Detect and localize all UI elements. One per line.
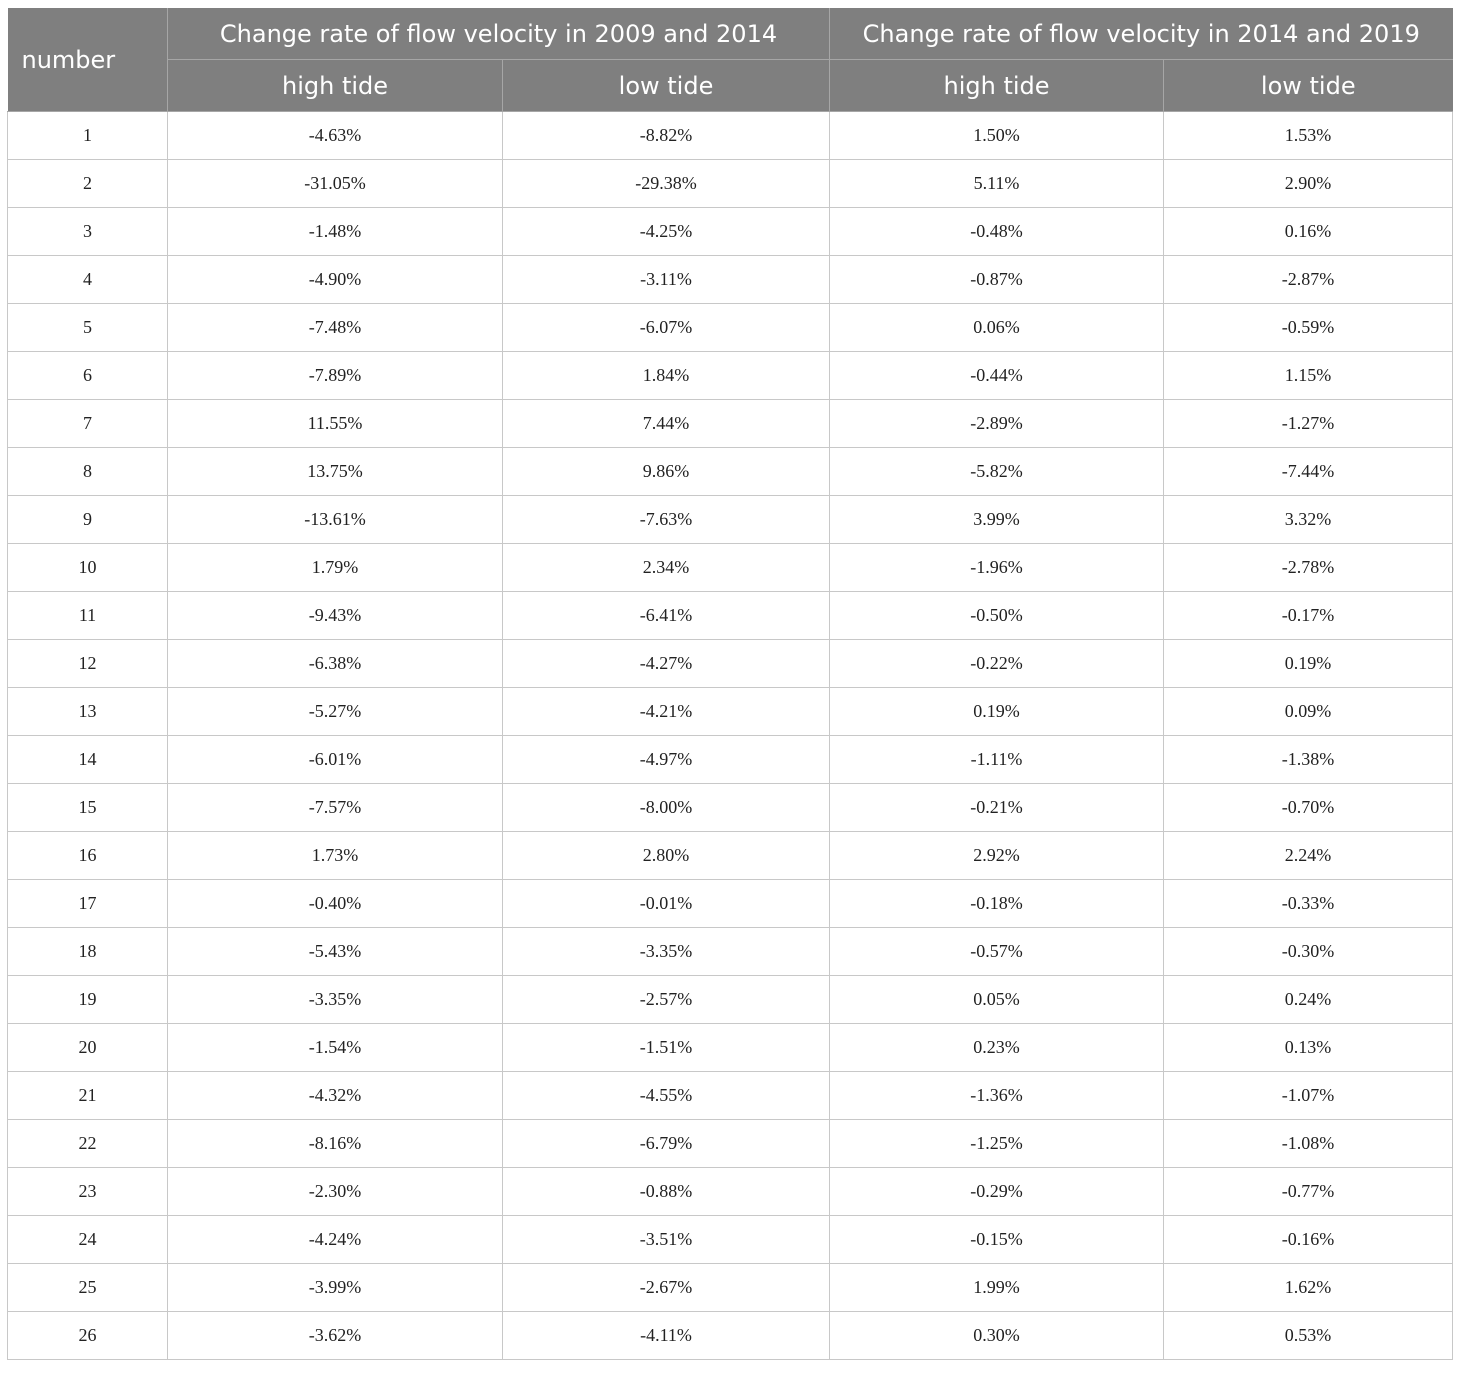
cell-number: 3: [8, 208, 168, 256]
table-row: [8, 160, 1453, 208]
cell-number: 4: [8, 256, 168, 304]
cell-high-tide-2009-2014: -4.63%: [168, 112, 503, 160]
table-row: [8, 1312, 1453, 1360]
cell-high-tide-2009-2014: -7.57%: [168, 784, 503, 832]
cell-number: 16: [8, 832, 168, 880]
cell-number: 23: [8, 1168, 168, 1216]
cell-high-tide-2014-2019: -0.48%: [830, 208, 1164, 256]
table-row: [8, 640, 1453, 688]
cell-high-tide-2009-2014: -4.32%: [168, 1072, 503, 1120]
cell-low-tide-2014-2019: 1.15%: [1164, 352, 1453, 400]
cell-high-tide-2009-2014: -6.01%: [168, 736, 503, 784]
cell-high-tide-2014-2019: -2.89%: [830, 400, 1164, 448]
header-high-tide-2014-2019: high tide: [830, 60, 1164, 112]
table-row: [8, 832, 1453, 880]
cell-low-tide-2009-2014: -3.35%: [503, 928, 830, 976]
table-row: [8, 1072, 1453, 1120]
cell-number: 7: [8, 400, 168, 448]
cell-low-tide-2009-2014: -3.11%: [503, 256, 830, 304]
cell-number: 20: [8, 1024, 168, 1072]
cell-low-tide-2014-2019: -1.27%: [1164, 400, 1453, 448]
table-row: [8, 352, 1453, 400]
cell-high-tide-2014-2019: -0.18%: [830, 880, 1164, 928]
cell-low-tide-2009-2014: -0.88%: [503, 1168, 830, 1216]
cell-low-tide-2009-2014: -29.38%: [503, 160, 830, 208]
cell-high-tide-2009-2014: -9.43%: [168, 592, 503, 640]
cell-high-tide-2014-2019: -0.22%: [830, 640, 1164, 688]
cell-high-tide-2014-2019: 0.30%: [830, 1312, 1164, 1360]
cell-high-tide-2009-2014: -2.30%: [168, 1168, 503, 1216]
cell-high-tide-2009-2014: -7.48%: [168, 304, 503, 352]
cell-high-tide-2009-2014: -3.99%: [168, 1264, 503, 1312]
cell-low-tide-2009-2014: -4.11%: [503, 1312, 830, 1360]
cell-high-tide-2009-2014: -13.61%: [168, 496, 503, 544]
cell-high-tide-2014-2019: 1.99%: [830, 1264, 1164, 1312]
cell-high-tide-2014-2019: -0.15%: [830, 1216, 1164, 1264]
header-group-2009-2014: Change rate of flow velocity in 2009 and 2014: [168, 8, 830, 60]
cell-low-tide-2014-2019: -0.30%: [1164, 928, 1453, 976]
cell-low-tide-2014-2019: -1.07%: [1164, 1072, 1453, 1120]
cell-high-tide-2009-2014: -3.35%: [168, 976, 503, 1024]
cell-low-tide-2014-2019: 1.62%: [1164, 1264, 1453, 1312]
cell-low-tide-2009-2014: -7.63%: [503, 496, 830, 544]
cell-low-tide-2014-2019: -2.87%: [1164, 256, 1453, 304]
cell-number: 8: [8, 448, 168, 496]
cell-low-tide-2009-2014: -3.51%: [503, 1216, 830, 1264]
cell-low-tide-2009-2014: -2.67%: [503, 1264, 830, 1312]
cell-low-tide-2014-2019: 1.53%: [1164, 112, 1453, 160]
cell-low-tide-2014-2019: -7.44%: [1164, 448, 1453, 496]
cell-number: 24: [8, 1216, 168, 1264]
table-row: [8, 400, 1453, 448]
table-row: [8, 1168, 1453, 1216]
cell-low-tide-2009-2014: -6.79%: [503, 1120, 830, 1168]
cell-high-tide-2009-2014: 1.73%: [168, 832, 503, 880]
table-row: [8, 688, 1453, 736]
cell-high-tide-2009-2014: 13.75%: [168, 448, 503, 496]
cell-low-tide-2014-2019: -0.33%: [1164, 880, 1453, 928]
cell-high-tide-2014-2019: 1.50%: [830, 112, 1164, 160]
cell-number: 11: [8, 592, 168, 640]
header-group-2014-2019: Change rate of flow velocity in 2014 and 2019: [830, 8, 1453, 60]
table-row: [8, 1216, 1453, 1264]
table-row: [8, 448, 1453, 496]
cell-number: 13: [8, 688, 168, 736]
cell-low-tide-2014-2019: 0.19%: [1164, 640, 1453, 688]
cell-low-tide-2009-2014: 9.86%: [503, 448, 830, 496]
cell-high-tide-2014-2019: 3.99%: [830, 496, 1164, 544]
cell-low-tide-2009-2014: 7.44%: [503, 400, 830, 448]
table-row: [8, 304, 1453, 352]
cell-low-tide-2014-2019: 0.13%: [1164, 1024, 1453, 1072]
cell-number: 10: [8, 544, 168, 592]
cell-high-tide-2009-2014: -5.43%: [168, 928, 503, 976]
table-row: [8, 1024, 1453, 1072]
cell-high-tide-2009-2014: -0.40%: [168, 880, 503, 928]
cell-high-tide-2009-2014: -1.54%: [168, 1024, 503, 1072]
cell-low-tide-2009-2014: -4.21%: [503, 688, 830, 736]
cell-low-tide-2009-2014: -0.01%: [503, 880, 830, 928]
cell-high-tide-2009-2014: 11.55%: [168, 400, 503, 448]
cell-low-tide-2014-2019: -1.08%: [1164, 1120, 1453, 1168]
cell-high-tide-2014-2019: 5.11%: [830, 160, 1164, 208]
header-high-tide-2009-2014: high tide: [168, 60, 503, 112]
cell-number: 22: [8, 1120, 168, 1168]
cell-low-tide-2009-2014: -1.51%: [503, 1024, 830, 1072]
cell-high-tide-2009-2014: -31.05%: [168, 160, 503, 208]
cell-high-tide-2014-2019: -1.25%: [830, 1120, 1164, 1168]
table-row: [8, 256, 1453, 304]
cell-high-tide-2014-2019: -0.87%: [830, 256, 1164, 304]
cell-low-tide-2014-2019: -0.17%: [1164, 592, 1453, 640]
cell-low-tide-2009-2014: -4.55%: [503, 1072, 830, 1120]
cell-high-tide-2014-2019: -0.57%: [830, 928, 1164, 976]
cell-low-tide-2009-2014: -4.25%: [503, 208, 830, 256]
table-row: [8, 928, 1453, 976]
header-sub-row: [8, 60, 1453, 112]
cell-low-tide-2014-2019: 3.32%: [1164, 496, 1453, 544]
cell-number: 2: [8, 160, 168, 208]
table-body: [8, 112, 1453, 1360]
cell-high-tide-2009-2014: -6.38%: [168, 640, 503, 688]
table-row: [8, 736, 1453, 784]
cell-high-tide-2014-2019: -5.82%: [830, 448, 1164, 496]
cell-high-tide-2009-2014: 1.79%: [168, 544, 503, 592]
cell-high-tide-2009-2014: -4.90%: [168, 256, 503, 304]
flow-velocity-change-table: [7, 8, 1453, 1360]
cell-high-tide-2009-2014: -3.62%: [168, 1312, 503, 1360]
cell-low-tide-2014-2019: -1.38%: [1164, 736, 1453, 784]
cell-high-tide-2009-2014: -1.48%: [168, 208, 503, 256]
table-row: [8, 592, 1453, 640]
cell-high-tide-2014-2019: -1.96%: [830, 544, 1164, 592]
cell-low-tide-2009-2014: -2.57%: [503, 976, 830, 1024]
cell-low-tide-2014-2019: -0.77%: [1164, 1168, 1453, 1216]
cell-number: 6: [8, 352, 168, 400]
cell-low-tide-2009-2014: 1.84%: [503, 352, 830, 400]
cell-high-tide-2014-2019: 0.06%: [830, 304, 1164, 352]
cell-number: 14: [8, 736, 168, 784]
header-group-row: [8, 8, 1453, 60]
cell-low-tide-2014-2019: -2.78%: [1164, 544, 1453, 592]
cell-low-tide-2009-2014: -6.41%: [503, 592, 830, 640]
cell-number: 1: [8, 112, 168, 160]
table-row: [8, 112, 1453, 160]
cell-number: 19: [8, 976, 168, 1024]
header-low-tide-2014-2019: low tide: [1164, 60, 1453, 112]
cell-low-tide-2014-2019: 0.09%: [1164, 688, 1453, 736]
cell-low-tide-2009-2014: -4.27%: [503, 640, 830, 688]
cell-high-tide-2014-2019: -0.50%: [830, 592, 1164, 640]
cell-number: 25: [8, 1264, 168, 1312]
cell-low-tide-2009-2014: -8.00%: [503, 784, 830, 832]
table-row: [8, 496, 1453, 544]
cell-high-tide-2014-2019: -0.29%: [830, 1168, 1164, 1216]
cell-number: 15: [8, 784, 168, 832]
cell-low-tide-2014-2019: -0.70%: [1164, 784, 1453, 832]
cell-low-tide-2009-2014: 2.80%: [503, 832, 830, 880]
cell-number: 12: [8, 640, 168, 688]
cell-high-tide-2014-2019: 0.23%: [830, 1024, 1164, 1072]
cell-low-tide-2009-2014: 2.34%: [503, 544, 830, 592]
header-number: number: [8, 8, 168, 112]
table-row: [8, 976, 1453, 1024]
cell-low-tide-2014-2019: 2.90%: [1164, 160, 1453, 208]
table-row: [8, 208, 1453, 256]
table-header: [8, 8, 1453, 112]
cell-number: 17: [8, 880, 168, 928]
cell-high-tide-2014-2019: 0.19%: [830, 688, 1164, 736]
cell-low-tide-2014-2019: 2.24%: [1164, 832, 1453, 880]
cell-high-tide-2009-2014: -7.89%: [168, 352, 503, 400]
table-row: [8, 1264, 1453, 1312]
cell-low-tide-2009-2014: -4.97%: [503, 736, 830, 784]
table-row: [8, 1120, 1453, 1168]
cell-high-tide-2009-2014: -5.27%: [168, 688, 503, 736]
cell-low-tide-2014-2019: 0.24%: [1164, 976, 1453, 1024]
cell-number: 9: [8, 496, 168, 544]
cell-low-tide-2014-2019: -0.16%: [1164, 1216, 1453, 1264]
cell-high-tide-2014-2019: -0.21%: [830, 784, 1164, 832]
cell-high-tide-2014-2019: -1.11%: [830, 736, 1164, 784]
cell-number: 26: [8, 1312, 168, 1360]
table-row: [8, 544, 1453, 592]
header-low-tide-2009-2014: low tide: [503, 60, 830, 112]
cell-high-tide-2014-2019: -1.36%: [830, 1072, 1164, 1120]
cell-low-tide-2014-2019: 0.53%: [1164, 1312, 1453, 1360]
cell-high-tide-2014-2019: 0.05%: [830, 976, 1164, 1024]
table-row: [8, 880, 1453, 928]
cell-high-tide-2014-2019: -0.44%: [830, 352, 1164, 400]
cell-low-tide-2014-2019: 0.16%: [1164, 208, 1453, 256]
cell-number: 5: [8, 304, 168, 352]
cell-number: 21: [8, 1072, 168, 1120]
cell-low-tide-2014-2019: -0.59%: [1164, 304, 1453, 352]
table-row: [8, 784, 1453, 832]
cell-number: 18: [8, 928, 168, 976]
cell-low-tide-2009-2014: -6.07%: [503, 304, 830, 352]
cell-high-tide-2009-2014: -4.24%: [168, 1216, 503, 1264]
cell-low-tide-2009-2014: -8.82%: [503, 112, 830, 160]
cell-high-tide-2009-2014: -8.16%: [168, 1120, 503, 1168]
cell-high-tide-2014-2019: 2.92%: [830, 832, 1164, 880]
